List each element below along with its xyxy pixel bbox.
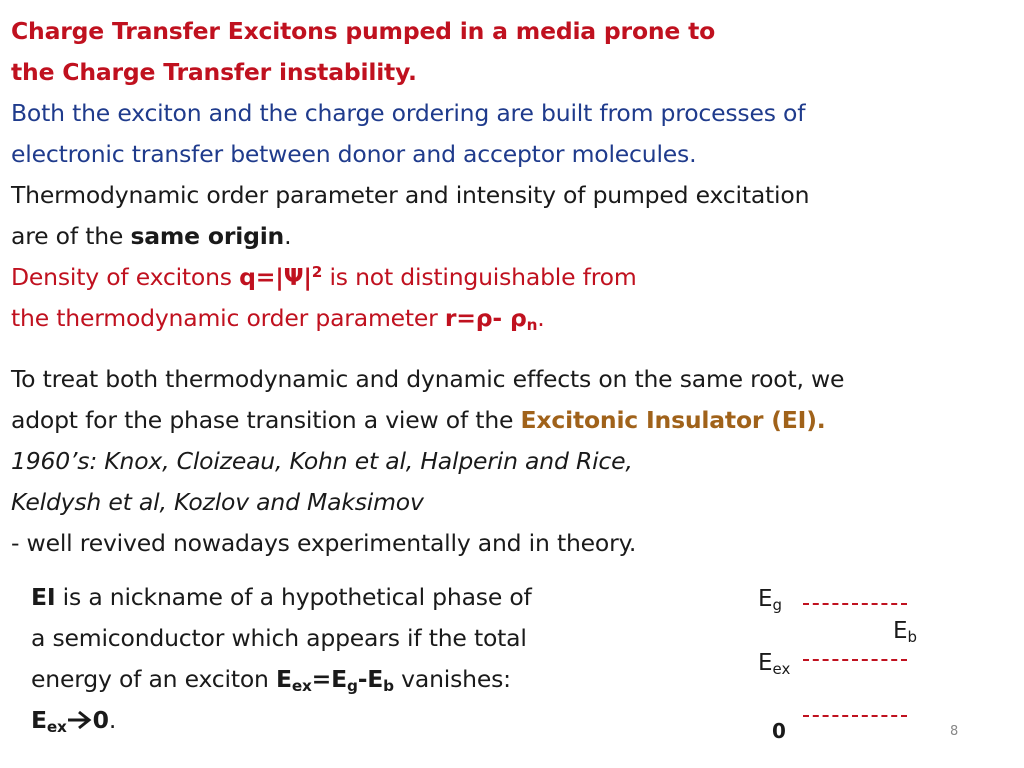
q-formula-base: q=|Ψ| [239, 263, 312, 291]
ei-definition-text: is a nickname of a hypothetical phase of [55, 583, 532, 611]
blue-paragraph-line-2: electronic transfer between donor and acceptor molecules. [11, 140, 697, 168]
ei-definition-line-2: a semiconductor which appears if the total [31, 624, 527, 652]
r-formula-base: r=ρ- ρ [444, 304, 527, 332]
zero-limit: 0 [92, 706, 109, 734]
ei-definition-text-2: energy of an exciton [31, 665, 276, 693]
title-line-2: the Charge Transfer instability. [11, 58, 417, 86]
zero-level-label: 0 [772, 719, 786, 743]
q-formula-exponent: 2 [311, 263, 323, 281]
eex-level-subscript: ex [772, 660, 791, 678]
eex-level-label [758, 650, 790, 676]
ei-abbrev: EI [31, 583, 56, 611]
density-line-1 [11, 262, 637, 292]
eb-subscript: b [383, 677, 394, 695]
eg-level-label [758, 586, 782, 612]
eb-subscript-diagram: b [907, 628, 918, 646]
eg-level-symbol: E [758, 586, 773, 612]
excitonic-insulator-term: Excitonic Insulator (EI). [520, 406, 826, 434]
eex-level-line [803, 659, 907, 661]
zero-level-line [803, 715, 907, 717]
density-text: Density of excitons [11, 263, 240, 291]
density-line-2 [11, 303, 545, 333]
blue-paragraph-line-1: Both the exciton and the charge ordering are built from processes of [11, 99, 806, 127]
ei-paragraph-line-1: To treat both thermodynamic and dynamic effects on the same root, we [11, 365, 845, 393]
order-param-text: the thermodynamic order parameter [11, 304, 445, 332]
limit-period: . [108, 706, 117, 734]
eg-symbol: =E [311, 665, 347, 693]
ei-definition-line-1 [31, 582, 532, 612]
title-line-1: Charge Transfer Excitons pumped in a media prone to [11, 17, 716, 45]
thermo-paragraph-line-2 [11, 221, 291, 251]
thermo-paragraph-line-1: Thermodynamic order parameter and intensity of pumped excitation [11, 181, 810, 209]
thermo-text: are of the [11, 222, 131, 250]
eb-symbol-diagram: E [893, 618, 908, 644]
ei-paragraph-line-2 [11, 405, 825, 435]
r-formula [445, 304, 537, 332]
eg-level-line [803, 603, 907, 605]
energy-formula [276, 665, 394, 693]
eb-label [893, 618, 917, 644]
eex-limit-subscript: ex [46, 718, 67, 736]
q-formula [239, 263, 322, 291]
ei-definition-line-3 [31, 664, 511, 694]
ei-paragraph-text: adopt for the phase transition a view of the [11, 406, 521, 434]
revived-line: - well revived nowadays experimentally and in theory. [11, 529, 637, 557]
vanishes-text: vanishes: [393, 665, 511, 693]
order-param-period: . [537, 304, 545, 332]
eex-level-symbol: E [758, 650, 773, 676]
eb-symbol: -E [357, 665, 384, 693]
eex-subscript: ex [291, 677, 312, 695]
page-number: 8 [950, 724, 959, 739]
eex-limit-symbol: E [31, 706, 47, 734]
ei-definition-line-4 [31, 705, 116, 735]
right-arrow-icon [67, 710, 93, 730]
references-line-1: 1960’s: Knox, Cloizeau, Kohn et al, Halperin and Rice, [11, 447, 633, 475]
eg-subscript: g [347, 677, 358, 695]
r-formula-subscript: n [526, 316, 538, 334]
eg-level-subscript: g [772, 596, 783, 614]
references-line-2: Keldysh et al, Kozlov and Maksimov [11, 488, 424, 516]
density-text-rest: is not distinguishable from [322, 263, 637, 291]
same-origin-emphasis: same origin [130, 222, 285, 250]
eex-symbol: E [275, 665, 292, 693]
thermo-period: . [284, 222, 292, 250]
